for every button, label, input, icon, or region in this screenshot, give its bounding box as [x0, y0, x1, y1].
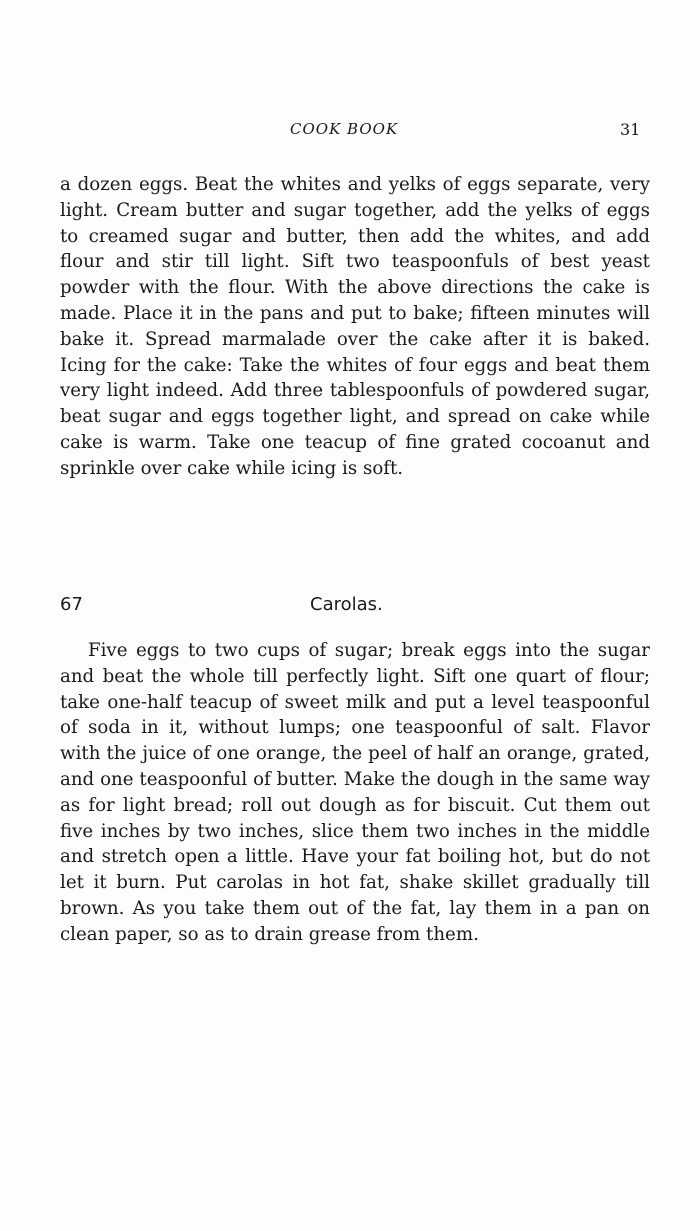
- continued-recipe-paragraph: a dozen eggs. Beat the whites and yelks of eggs separate, very light. Cream butter and sugar together, add the yelks of eggs to creamed sugar and butter, then add the whites, and add flour and stir till light. Sift two teaspoonfuls of best yeast powder with the flour. With the above directions the cake is made. Place it in the pans and put to bake; fifteen minutes will bake it. Spread marmalade over the cake after it is baked. Icing for the cake: Take the whites of four eggs and beat them very light indeed. Add three tablespoonfuls of powdered sugar, beat sugar and eggs together light, and spread on cake while cake is warm. Take one teacup of fine grated cocoanut and sprinkle over cake while icing is soft.: [60, 174, 650, 479]
- running-head: [0, 120, 700, 144]
- running-title: COOK BOOK: [290, 120, 399, 138]
- recipe-paragraph: Five eggs to two cups of sugar; break eggs into the sugar and beat the whole till perfectly light. Sift one quart of flour; take one-half teacup of sweet milk and put a level teaspoonful of soda in it, without lumps; one teaspoonful of salt. Flavor with the juice of one orange, the peel of half an orange, grated, and one teaspoonful of butter. Make the dough in the same way as for light bread; roll out dough as for biscuit. Cut them out five inches by two inches, slice them two inches in the middle and stretch open a little. Have your fat boiling hot, but do not let it burn. Put carolas in hot fat, shake skillet gradually till brown. As you take them out of the fat, lay them in a pan on clean paper, so as to drain grease from them.: [60, 640, 650, 945]
- continued-recipe-text-block: [60, 172, 650, 482]
- recipe-title: Carolas.: [310, 594, 383, 615]
- page-number: 31: [620, 120, 641, 139]
- recipe-heading: [60, 594, 650, 620]
- recipe-number: 67: [60, 594, 83, 615]
- recipe-text-block: [60, 638, 650, 948]
